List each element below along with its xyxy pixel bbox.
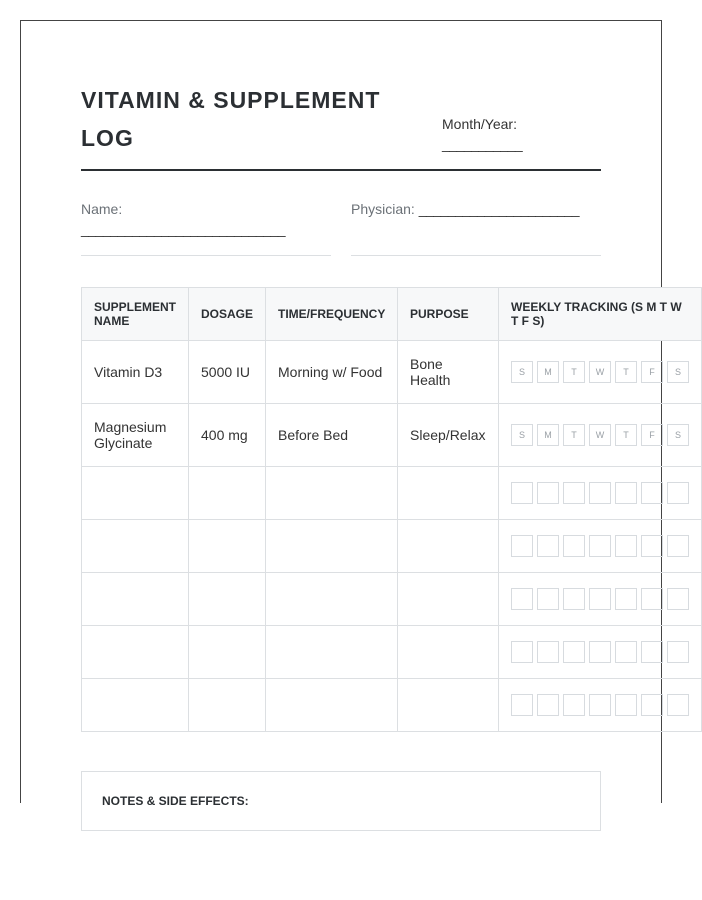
notes-label: NOTES & SIDE EFFECTS: bbox=[102, 794, 249, 808]
supplement-name-cell[interactable] bbox=[82, 626, 189, 679]
purpose-cell[interactable]: Sleep/Relax bbox=[398, 404, 499, 467]
supplement-name-cell[interactable]: Magnesium Glycinate bbox=[82, 404, 189, 467]
day-checkbox[interactable]: S bbox=[511, 361, 533, 383]
weekly-tracking-cell bbox=[499, 341, 702, 404]
day-checkbox[interactable] bbox=[563, 535, 585, 557]
day-checkbox[interactable] bbox=[615, 588, 637, 610]
col-purpose: PURPOSE bbox=[398, 288, 499, 341]
day-checkbox[interactable]: S bbox=[667, 361, 689, 383]
day-checkbox[interactable]: S bbox=[511, 424, 533, 446]
day-checkboxes bbox=[511, 641, 689, 663]
weekly-tracking-cell bbox=[499, 626, 702, 679]
day-checkbox[interactable] bbox=[537, 694, 559, 716]
month-year-label: Month/Year: bbox=[442, 116, 517, 132]
table-row bbox=[82, 520, 702, 573]
day-checkbox[interactable]: T bbox=[563, 424, 585, 446]
col-weekly-tracking: WEEKLY TRACKING (S M T W T F S) bbox=[499, 288, 702, 341]
day-checkbox[interactable] bbox=[563, 641, 585, 663]
day-checkbox[interactable]: F bbox=[641, 361, 663, 383]
time-frequency-cell[interactable]: Before Bed bbox=[266, 404, 398, 467]
day-checkbox[interactable]: W bbox=[589, 361, 611, 383]
day-checkbox[interactable] bbox=[667, 482, 689, 504]
day-checkbox[interactable] bbox=[511, 694, 533, 716]
day-checkbox[interactable]: T bbox=[615, 424, 637, 446]
time-frequency-cell[interactable]: Morning w/ Food bbox=[266, 341, 398, 404]
day-checkbox[interactable] bbox=[563, 694, 585, 716]
day-checkbox[interactable] bbox=[511, 588, 533, 610]
time-frequency-cell[interactable] bbox=[266, 679, 398, 732]
dosage-cell[interactable] bbox=[189, 679, 266, 732]
notes-box[interactable] bbox=[81, 771, 601, 831]
time-frequency-cell[interactable] bbox=[266, 573, 398, 626]
header bbox=[81, 81, 601, 171]
dosage-cell[interactable] bbox=[189, 626, 266, 679]
table-body bbox=[82, 341, 702, 732]
physician-field[interactable] bbox=[351, 199, 601, 256]
weekly-tracking-cell bbox=[499, 404, 702, 467]
day-checkbox[interactable] bbox=[641, 641, 663, 663]
day-checkbox[interactable] bbox=[563, 482, 585, 504]
day-checkbox[interactable] bbox=[667, 535, 689, 557]
day-checkbox[interactable] bbox=[537, 535, 559, 557]
col-dosage: DOSAGE bbox=[189, 288, 266, 341]
time-frequency-cell[interactable] bbox=[266, 467, 398, 520]
name-blank[interactable]: ____________________________ bbox=[81, 221, 286, 237]
day-checkboxes bbox=[511, 424, 689, 446]
supplement-name-cell[interactable] bbox=[82, 573, 189, 626]
purpose-cell[interactable] bbox=[398, 520, 499, 573]
day-checkbox[interactable] bbox=[641, 482, 663, 504]
day-checkbox[interactable] bbox=[615, 694, 637, 716]
day-checkbox[interactable]: M bbox=[537, 361, 559, 383]
month-year-field[interactable]: ___________ bbox=[442, 136, 523, 152]
purpose-cell[interactable] bbox=[398, 679, 499, 732]
supplement-name-cell[interactable] bbox=[82, 467, 189, 520]
dosage-cell[interactable] bbox=[189, 467, 266, 520]
info-fields bbox=[81, 199, 601, 259]
table-row bbox=[82, 679, 702, 732]
weekly-tracking-cell bbox=[499, 573, 702, 626]
col-time-frequency: TIME/FREQUENCY bbox=[266, 288, 398, 341]
day-checkboxes bbox=[511, 535, 689, 557]
day-checkbox[interactable] bbox=[537, 482, 559, 504]
day-checkbox[interactable] bbox=[537, 641, 559, 663]
day-checkbox[interactable] bbox=[589, 482, 611, 504]
purpose-cell[interactable] bbox=[398, 467, 499, 520]
day-checkbox[interactable] bbox=[511, 535, 533, 557]
time-frequency-cell[interactable] bbox=[266, 520, 398, 573]
page-title: VITAMIN & SUPPLEMENT LOG bbox=[81, 87, 381, 151]
day-checkbox[interactable]: W bbox=[589, 424, 611, 446]
table-row bbox=[82, 341, 702, 404]
day-checkbox[interactable] bbox=[641, 535, 663, 557]
day-checkbox[interactable] bbox=[641, 694, 663, 716]
dosage-cell[interactable]: 5000 IU bbox=[189, 341, 266, 404]
physician-label bbox=[351, 199, 601, 219]
day-checkbox[interactable] bbox=[667, 641, 689, 663]
day-checkbox[interactable] bbox=[537, 588, 559, 610]
dosage-cell[interactable] bbox=[189, 520, 266, 573]
day-checkbox[interactable] bbox=[667, 588, 689, 610]
day-checkbox[interactable]: S bbox=[667, 424, 689, 446]
name-field[interactable] bbox=[81, 199, 331, 256]
physician-label-text: Physician: bbox=[351, 201, 415, 217]
weekly-tracking-cell bbox=[499, 679, 702, 732]
day-checkboxes bbox=[511, 588, 689, 610]
table-row bbox=[82, 467, 702, 520]
dosage-cell[interactable] bbox=[189, 573, 266, 626]
day-checkbox[interactable]: T bbox=[615, 361, 637, 383]
weekly-tracking-cell bbox=[499, 520, 702, 573]
weekly-tracking-cell bbox=[499, 467, 702, 520]
day-checkbox[interactable]: T bbox=[563, 361, 585, 383]
supplement-name-cell[interactable]: Vitamin D3 bbox=[82, 341, 189, 404]
day-checkbox[interactable] bbox=[615, 482, 637, 504]
day-checkboxes bbox=[511, 361, 689, 383]
name-label: Name: bbox=[81, 201, 123, 217]
day-checkbox[interactable] bbox=[511, 482, 533, 504]
purpose-cell[interactable]: Bone Health bbox=[398, 341, 499, 404]
table-header-row bbox=[82, 288, 702, 341]
day-checkbox[interactable]: M bbox=[537, 424, 559, 446]
table-row bbox=[82, 626, 702, 679]
day-checkbox[interactable] bbox=[615, 641, 637, 663]
day-checkbox[interactable] bbox=[563, 588, 585, 610]
table-row bbox=[82, 404, 702, 467]
day-checkboxes bbox=[511, 694, 689, 716]
time-frequency-cell[interactable] bbox=[266, 626, 398, 679]
dosage-cell[interactable]: 400 mg bbox=[189, 404, 266, 467]
purpose-cell[interactable] bbox=[398, 573, 499, 626]
supplement-table bbox=[81, 287, 702, 732]
day-checkbox[interactable] bbox=[589, 588, 611, 610]
day-checkbox[interactable] bbox=[511, 641, 533, 663]
purpose-cell[interactable] bbox=[398, 626, 499, 679]
day-checkbox[interactable] bbox=[589, 535, 611, 557]
day-checkbox[interactable] bbox=[615, 535, 637, 557]
day-checkbox[interactable]: F bbox=[641, 424, 663, 446]
physician-blank[interactable]: ______________________ bbox=[418, 201, 579, 217]
day-checkbox[interactable] bbox=[589, 641, 611, 663]
col-supplement-name: SUPPLEMENT NAME bbox=[82, 288, 189, 341]
log-page bbox=[20, 20, 682, 808]
day-checkbox[interactable] bbox=[641, 588, 663, 610]
supplement-name-cell[interactable] bbox=[82, 520, 189, 573]
table-row bbox=[82, 573, 702, 626]
supplement-name-cell[interactable] bbox=[82, 679, 189, 732]
day-checkbox[interactable] bbox=[667, 694, 689, 716]
day-checkbox[interactable] bbox=[589, 694, 611, 716]
day-checkboxes bbox=[511, 482, 689, 504]
